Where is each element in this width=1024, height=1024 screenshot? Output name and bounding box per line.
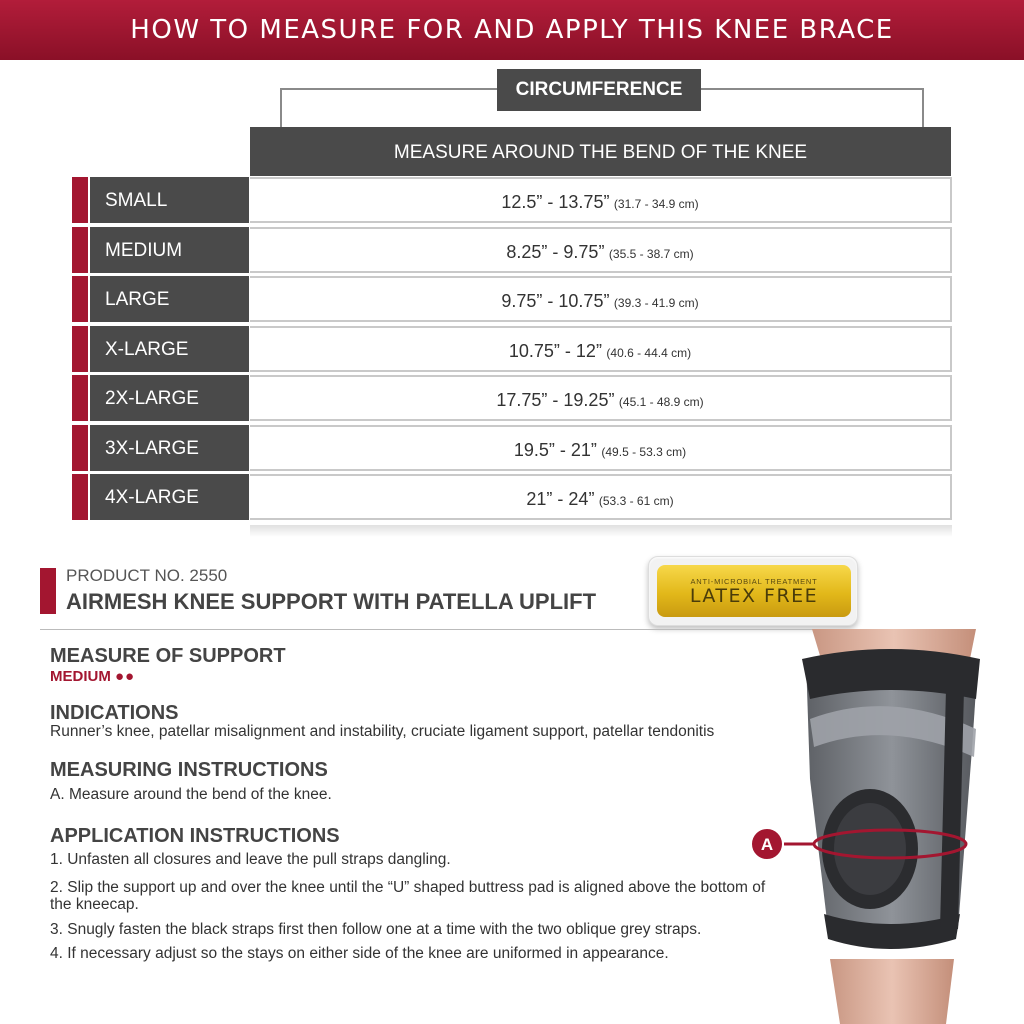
application-step: 1. Unfasten all closures and leave the pull straps dangling. [50, 851, 451, 868]
measuring-text: A. Measure around the bend of the knee. [50, 786, 332, 803]
size-cm: (35.5 - 38.7 cm) [608, 247, 694, 261]
size-value [250, 474, 952, 520]
size-label: SMALL [90, 177, 249, 223]
application-step: 3. Snugly fasten the black straps first then follow one at a time with the two oblique grey straps. [50, 921, 702, 938]
marker-letter: A [760, 835, 774, 854]
row-accent [72, 425, 88, 471]
knee-brace-illustration [740, 629, 1024, 1024]
size-cm: (49.5 - 53.3 cm) [601, 445, 687, 459]
size-label: 3X-LARGE [90, 425, 249, 471]
size-cm: (39.3 - 41.9 cm) [613, 296, 699, 310]
size-cm: (40.6 - 44.4 cm) [606, 346, 692, 360]
row-accent [72, 227, 88, 273]
application-step: 4. If necessary adjust so the stays on either side of the knee are uniformed in appearance. [50, 945, 669, 962]
size-label: 2X-LARGE [90, 375, 249, 421]
size-inches: 9.75” - 10.75” [501, 291, 610, 311]
support-dots-icon: ●● [115, 668, 136, 685]
row-accent [72, 474, 88, 520]
badge-title: LATEX FREE [689, 585, 819, 607]
size-row [72, 227, 952, 273]
row-accent [72, 375, 88, 421]
application-step: 2. Slip the support up and over the knee until the “U” shaped buttress pad is aligned above the bottom of the kneecap. [50, 879, 766, 913]
latex-free-badge [648, 556, 858, 626]
size-value [250, 227, 952, 273]
size-cm: (45.1 - 48.9 cm) [618, 395, 704, 409]
application-title: APPLICATION INSTRUCTIONS [50, 825, 340, 847]
product-number: PRODUCT NO. 2550 [66, 566, 228, 585]
size-inches: 10.75” - 12” [508, 341, 602, 361]
support-title: MEASURE OF SUPPORT [50, 645, 286, 667]
row-accent [72, 276, 88, 322]
size-inches: 12.5” - 13.75” [501, 192, 610, 212]
size-inches: 17.75” - 19.25” [496, 390, 615, 410]
support-level [50, 668, 135, 685]
size-row [72, 276, 952, 322]
size-label: X-LARGE [90, 326, 249, 372]
size-label: MEDIUM [90, 227, 249, 273]
size-row [72, 177, 952, 223]
row-accent [72, 177, 88, 223]
indications-title: INDICATIONS [50, 702, 179, 724]
row-accent [72, 326, 88, 372]
size-row [72, 326, 952, 372]
size-inches: 19.5” - 21” [513, 440, 597, 460]
size-value [250, 276, 952, 322]
page-banner: HOW TO MEASURE FOR AND APPLY THIS KNEE BRACE [0, 0, 1024, 60]
size-value [250, 425, 952, 471]
shin-skin [830, 959, 954, 1024]
measuring-title: MEASURING INSTRUCTIONS [50, 759, 328, 781]
size-row [72, 425, 952, 471]
product-name: AIRMESH KNEE SUPPORT WITH PATELLA UPLIFT [66, 589, 597, 614]
size-cm: (53.3 - 61 cm) [598, 494, 674, 508]
size-row [72, 474, 952, 520]
patella-opening [834, 803, 906, 895]
size-label: 4X-LARGE [90, 474, 249, 520]
size-row [72, 375, 952, 421]
size-cm: (31.7 - 34.9 cm) [613, 197, 699, 211]
size-value [250, 375, 952, 421]
badge-subtitle: ANTI-MICROBIAL TREATMENT [690, 577, 818, 586]
support-level-text: MEDIUM [50, 668, 111, 685]
badge-plate [657, 565, 851, 617]
size-inches: 8.25” - 9.75” [506, 242, 605, 262]
measure-header: MEASURE AROUND THE BEND OF THE KNEE [250, 127, 951, 176]
product-accent-bar [40, 568, 56, 614]
size-value [250, 177, 952, 223]
circumference-label: CIRCUMFERENCE [497, 69, 701, 111]
size-value [250, 326, 952, 372]
indications-text: Runner’s knee, patellar misalignment and instability, cruciate ligament support, patellar tendonitis [50, 723, 715, 740]
table-shadow [250, 525, 952, 537]
size-label: LARGE [90, 276, 249, 322]
size-inches: 21” - 24” [526, 489, 595, 509]
